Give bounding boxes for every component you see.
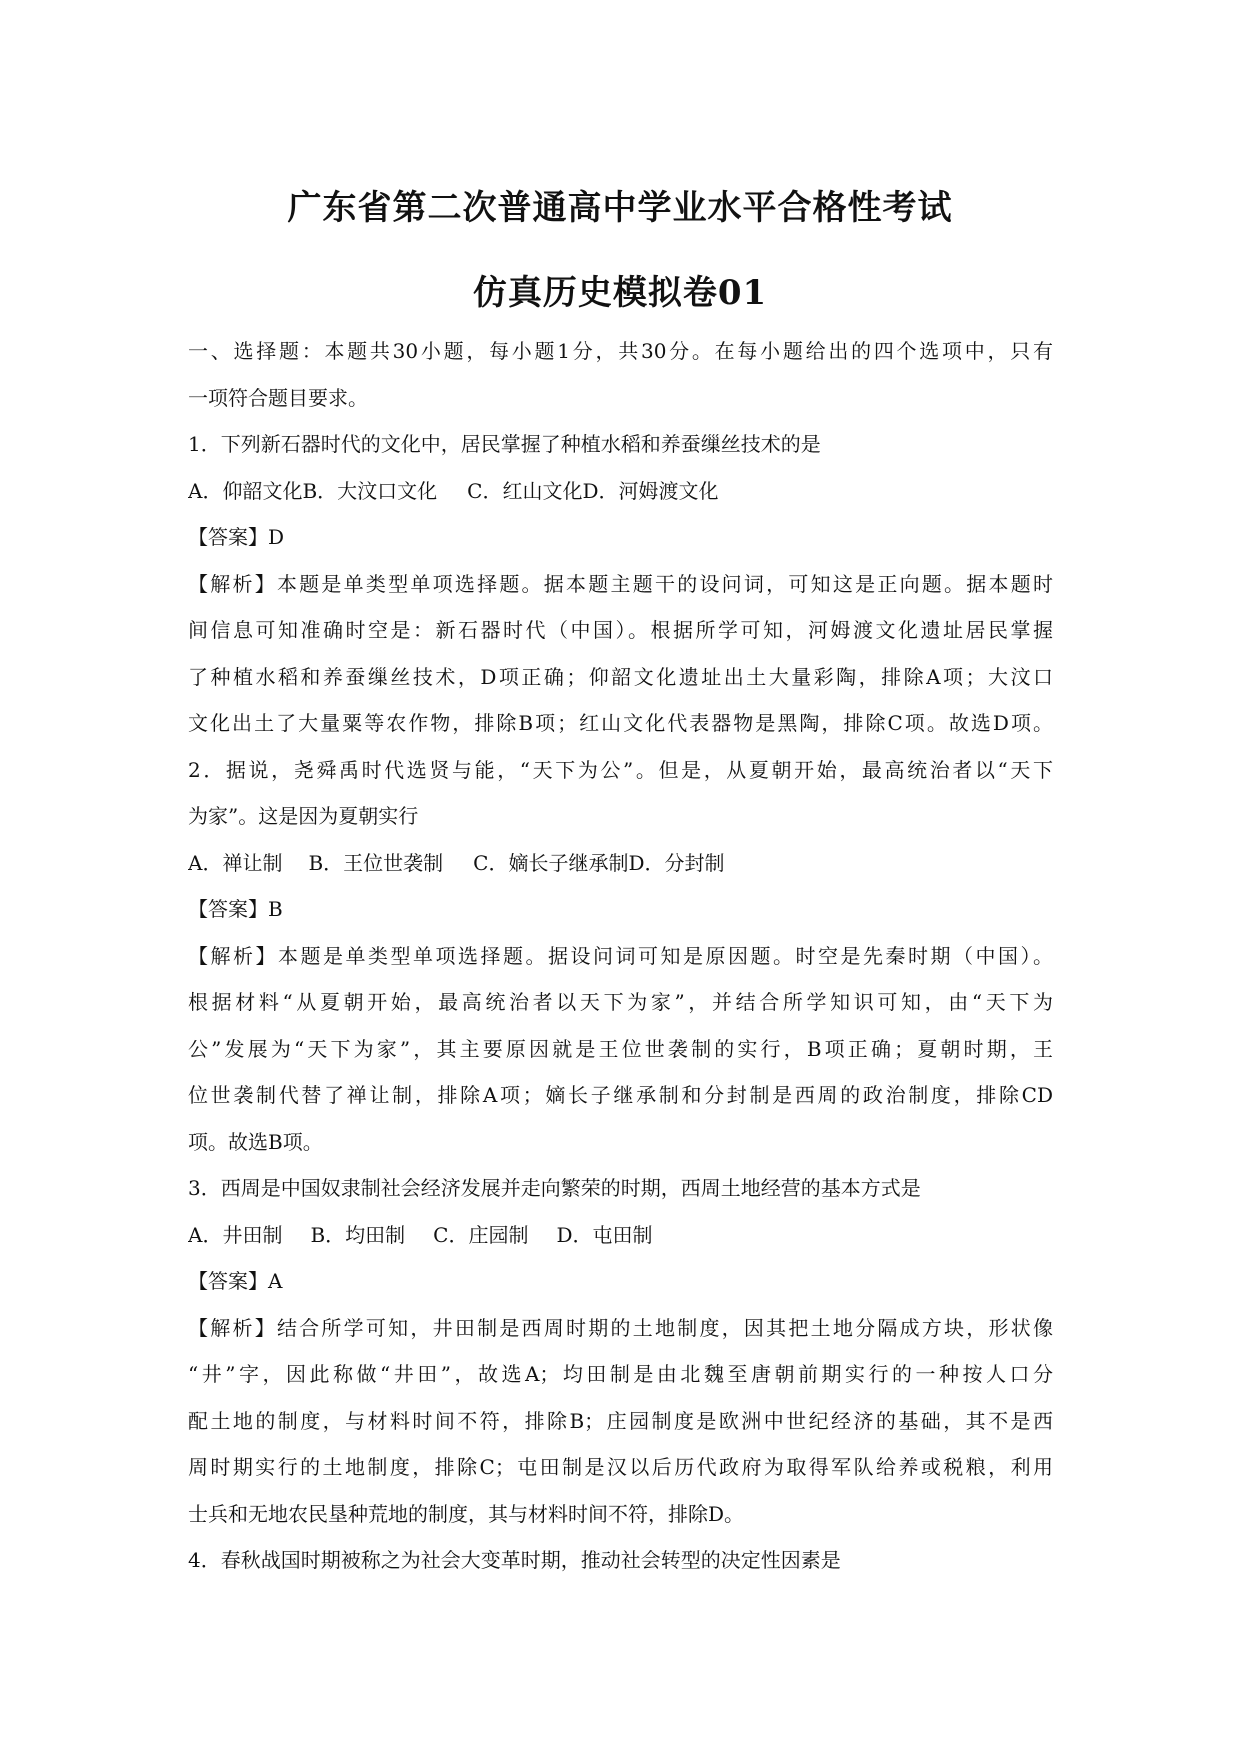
- question-1-analysis-line: 间信息可知准确时空是：新石器时代（中国）。根据所学可知，河姆渡文化遗址居民掌握: [188, 618, 1053, 642]
- document-subtitle: 仿真历史模拟卷01: [472, 273, 768, 313]
- section-instructions-line-1: 一、选择题：本题共30小题，每小题1分，共30分。在每小题给出的四个选项中，只有: [188, 339, 1053, 363]
- question-1-option-b: B．大汶口文化: [302, 478, 438, 503]
- question-1-analysis-line: 文化出土了大量粟等农作物，排除B项；红山文化代表器物是黑陶，排除C项。故选D项。: [188, 711, 1053, 735]
- question-1-analysis-line: 【解析】本题是单类型单项选择题。据本题主题干的设问词，可知这是正向题。据本题时: [188, 571, 1053, 596]
- question-3-stem: 3．西周是中国奴隶制社会经济发展并走向繁荣的时期，西周土地经营的基本方式是: [188, 1176, 921, 1200]
- question-1-option-a: A．仰韶文化: [188, 478, 303, 503]
- document-body: [188, 328, 1053, 1584]
- question-2-stem-line-1: 2．据说，尧舜禹时代选贤与能，“天下为公”。但是，从夏朝开始，最高统治者以“天下: [188, 757, 1053, 782]
- question-1-options: [188, 468, 1053, 515]
- question-2-option-b: B．王位世袭制: [308, 850, 444, 875]
- question-2-stem-line-2: 为家”。这是因为夏朝实行: [188, 804, 419, 828]
- question-2-analysis-line: 项。故选B项。: [188, 1129, 323, 1154]
- section-instructions-line-2: 一项符合题目要求。: [188, 385, 368, 410]
- question-3-analysis-line: 士兵和无地农民垦种荒地的制度，其与材料时间不符，排除D。: [188, 1501, 745, 1526]
- question-2-options: [188, 840, 1053, 887]
- question-3-option-d: D．屯田制: [556, 1222, 653, 1247]
- question-3-answer: 【答案】A: [188, 1269, 283, 1293]
- question-2-option-d: D．分封制: [628, 850, 725, 875]
- question-2-analysis-line: 【解析】本题是单类型单项选择题。据设问词可知是原因题。时空是先秦时期（中国）。: [188, 943, 1053, 968]
- question-1-analysis-line: 了种植水稻和养蚕缫丝技术，D项正确；仰韶文化遗址出土大量彩陶，排除A项；大汶口: [188, 664, 1053, 689]
- question-1-option-d: D．河姆渡文化: [582, 478, 719, 503]
- question-3-analysis-line: 【解析】结合所学可知，井田制是西周时期的土地制度，因其把土地分隔成方块，形状像: [188, 1315, 1053, 1340]
- question-2-answer: 【答案】B: [188, 897, 283, 921]
- question-2-analysis-line: 公”发展为“天下为家”，其主要原因就是王位世袭制的实行，B项正确；夏朝时期，王: [188, 1036, 1053, 1061]
- question-4-stem: 4．春秋战国时期被称之为社会大变革时期，推动社会转型的决定性因素是: [188, 1548, 841, 1572]
- document-title: 广东省第二次普通高中学业水平合格性考试: [287, 188, 953, 228]
- question-3-option-a: A．井田制: [188, 1222, 283, 1247]
- question-3-analysis-line: 配土地的制度，与材料时间不符，排除B；庄园制度是欧洲中世纪经济的基础，其不是西: [188, 1408, 1053, 1433]
- question-3-options: [188, 1212, 1053, 1259]
- question-2-analysis-line: 根据材料“从夏朝开始，最高统治者以天下为家”，并结合所学知识可知，由“天下为: [188, 990, 1053, 1014]
- question-2-analysis-line: 位世袭制代替了禅让制，排除A项；嫡长子继承制和分封制是西周的政治制度，排除CD: [188, 1083, 1053, 1107]
- question-2-option-c: C．嫡长子继承制: [473, 850, 629, 875]
- question-3-option-b: B．均田制: [310, 1222, 406, 1247]
- question-1-option-c: C．红山文化: [467, 478, 583, 503]
- question-3-option-c: C．庄园制: [433, 1222, 529, 1247]
- question-2-option-a: A．禅让制: [188, 850, 283, 875]
- question-1-answer: 【答案】D: [188, 525, 285, 549]
- question-1-stem: 1．下列新石器时代的文化中，居民掌握了种植水稻和养蚕缫丝技术的是: [188, 432, 821, 456]
- question-3-analysis-line: 周时期实行的土地制度，排除C；屯田制是汉以后历代政府为取得军队给养或税粮，利用: [188, 1455, 1053, 1479]
- question-3-analysis-line: “井”字，因此称做“井田”，故选A；均田制是由北魏至唐朝前期实行的一种按人口分: [188, 1362, 1053, 1386]
